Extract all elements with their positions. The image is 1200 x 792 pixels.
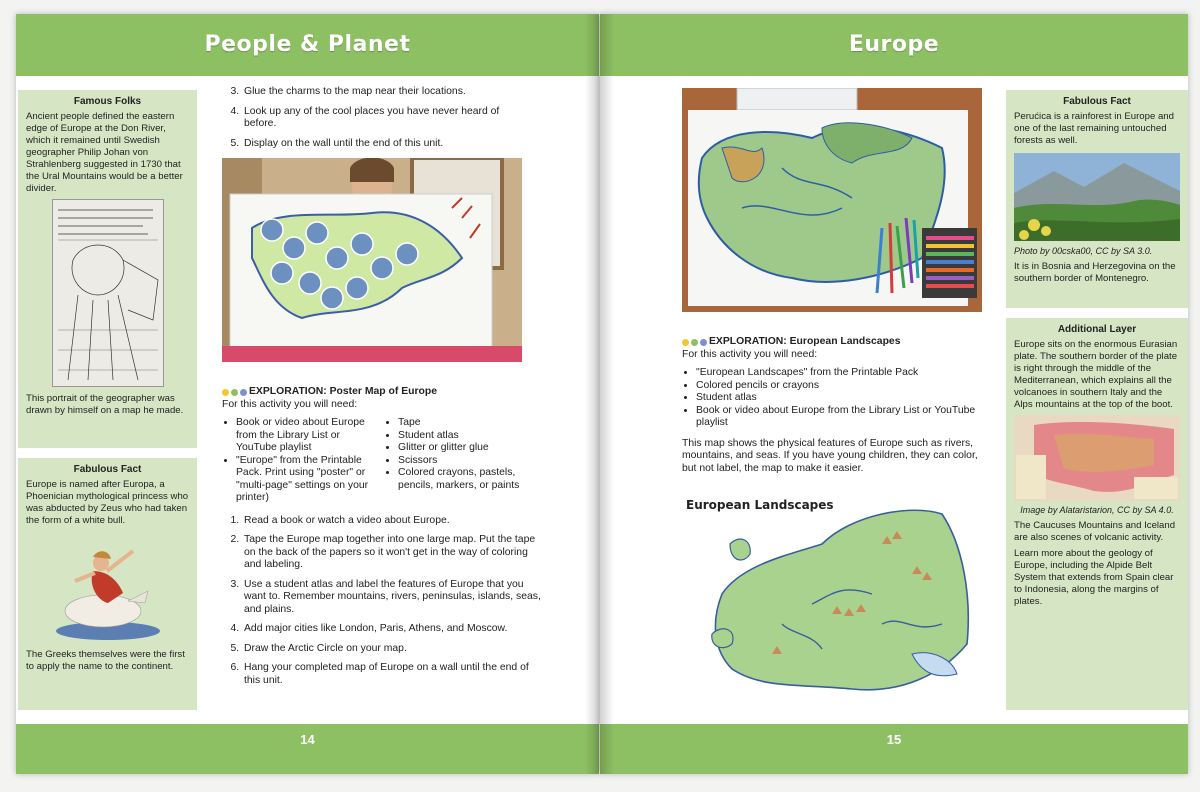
additional-layer-heading: Additional Layer — [1057, 324, 1137, 335]
step-item: 2. Tape the Europe map together into one large map. Put the tape on the back of the papers so it won't get in the way of coloring and labeling. — [242, 534, 547, 572]
left-page-number: 14 — [300, 732, 315, 747]
step-item: 4. Add major cities like London, Paris, Athens, and Moscow. — [242, 623, 547, 636]
top-steps-block — [222, 86, 532, 157]
poster-photo-illustration — [222, 158, 522, 362]
poster-exploration-heading — [222, 386, 542, 399]
yellow-dot-icon — [682, 339, 689, 346]
right-footer-band — [600, 724, 1188, 774]
left-footer-band — [16, 724, 599, 774]
step-item: 6. Hang your completed map of Europe on a wall until the end of this unit. — [242, 662, 547, 687]
step-item: 3. Use a student atlas and label the features of Europe that you want to. Remember mountains, rivers, peninsulas, islands, seas, and plains. — [242, 579, 547, 617]
supply-item: • Tape — [398, 417, 542, 430]
europa-bull-illustration — [53, 531, 163, 641]
right-fact-caption: Photo by 00cska00, CC by SA 3.0. — [1014, 246, 1153, 256]
blue-dot-icon — [700, 339, 707, 346]
right-page-number: 15 — [886, 732, 902, 747]
landscapes-exploration-title: EXPLORATION: European Landscapes — [709, 336, 901, 347]
supply-item: • Scissors — [398, 455, 542, 468]
plate-map-illustration — [1014, 415, 1180, 501]
right-fabulous-fact-sidebar — [1006, 90, 1188, 308]
poster-exploration-title: EXPLORATION: Poster Map of Europe — [249, 386, 438, 397]
poster-supplies-col1 — [222, 417, 378, 505]
famous-folks-caption: This portrait of the geographer was drawn by himself on a map he made. — [26, 393, 184, 416]
additional-layer-text2: The Caucuses Mountains and Iceland are also scenes of volcanic activity. — [1014, 520, 1176, 543]
additional-layer-text: Europe sits on the enormous Eurasian plate. The southern border of the plate is right through the middle of the Mediterranean, which explains all the volcanoes in southern Italy and the Alps mountains at the top of the boot. — [1014, 339, 1178, 410]
map-photo-illustration — [682, 88, 982, 312]
poster-map-photo — [222, 158, 522, 362]
landscapes-exploration — [682, 336, 982, 481]
step-item: 5. Draw the Arctic Circle on your map. — [242, 643, 547, 656]
supply-item: • "Europe" from the Printable Pack. Print using "poster" or "multi-page" settings on your printer) — [236, 455, 378, 505]
left-page — [16, 14, 599, 774]
supply-item: • Colored crayons, pastels, pencils, markers, or paints — [398, 467, 542, 492]
europa-illustration — [53, 531, 163, 641]
landscapes-supplies — [682, 367, 982, 430]
green-dot-icon — [231, 389, 238, 396]
additional-layer-sidebar — [1006, 318, 1188, 710]
green-dot-icon — [691, 339, 698, 346]
additional-layer-caption: Image by Alataristarion, CC by SA 4.0. — [1020, 505, 1174, 515]
left-page-title: People & Planet — [204, 32, 411, 57]
right-header-band — [600, 14, 1188, 76]
right-fact-text2: It is in Bosnia and Herzegovina on the southern border of Montenegro. — [1014, 261, 1176, 284]
left-fact-text: Europe is named after Europa, a Phoenician mythological princess who was abducted by Zeus who had taken the form of a white bull. — [26, 479, 189, 526]
poster-exploration-intro: For this activity you will need: — [222, 398, 358, 410]
famous-folks-text: Ancient people defined the eastern edge of Europe at the Don River, which it remained until Swedish geographer Philip Johan von Strahlenberg suggested in 1730 that the Ural Mountains would be a better divider. — [26, 111, 183, 194]
forest-photo-illustration — [1014, 153, 1180, 241]
additional-layer-text3: Learn more about the geology of Europe, including the Alpide Belt System that extends from Spain clear to Indonesia, along the margins of plates. — [1014, 548, 1174, 607]
geographer-portrait — [52, 199, 164, 387]
europe-map-photo — [682, 88, 982, 312]
top-steps-list — [222, 86, 532, 150]
left-fact-heading: Fabulous Fact — [73, 464, 142, 475]
poster-steps-list — [222, 515, 547, 688]
blue-dot-icon — [240, 389, 247, 396]
left-fabulous-fact-sidebar — [18, 458, 197, 710]
yellow-dot-icon — [222, 389, 229, 396]
landscapes-description: This map shows the physical features of Europe such as rivers, mountains, and seas. If you have young children, they can color, but not label, the map to make it easier. — [682, 437, 978, 474]
supply-item: • Student atlas — [398, 430, 542, 443]
supply-item: • Colored pencils or crayons — [696, 380, 982, 393]
step-item: 3. Glue the charms to the map near their locations. — [242, 86, 532, 99]
right-fact-text: Perućica is a rainforest in Europe and one of the last remaining untouched forests as well. — [1014, 111, 1174, 146]
landscapes-exploration-heading — [682, 336, 982, 349]
supply-item: • Student atlas — [696, 392, 982, 405]
map-title: European Landscapes — [686, 498, 834, 512]
european-landscapes-map — [682, 484, 982, 704]
famous-folks-heading: Famous Folks — [73, 96, 142, 107]
left-header-band — [16, 14, 599, 76]
engraving-illustration — [53, 200, 163, 386]
right-page — [600, 14, 1188, 774]
step-item: 1. Read a book or watch a video about Europe. — [242, 515, 547, 528]
landscapes-map-illustration — [682, 484, 982, 704]
forest-photo — [1014, 153, 1180, 241]
supply-item: • Book or video about Europe from the Library List or YouTube playlist — [696, 405, 982, 430]
supply-item: • Book or video about Europe from the Library List or YouTube playlist — [236, 417, 378, 455]
step-item: 4. Look up any of the cool places you have never heard of before. — [242, 106, 532, 131]
supply-item: • Glitter or glitter glue — [398, 442, 542, 455]
poster-supplies-col2 — [384, 417, 542, 505]
right-fact-heading: Fabulous Fact — [1063, 96, 1131, 107]
poster-map-exploration — [222, 386, 542, 694]
right-page-title: Europe — [848, 32, 940, 57]
landscapes-exploration-intro: For this activity you will need: — [682, 348, 818, 360]
step-item: 5. Display on the wall until the end of this unit. — [242, 138, 532, 151]
supply-item: • "European Landscapes" from the Printable Pack — [696, 367, 982, 380]
famous-folks-sidebar — [18, 90, 197, 448]
poster-supplies — [222, 417, 542, 505]
left-fact-caption: The Greeks themselves were the first to apply the name to the continent. — [26, 649, 185, 672]
eurasian-plate-map — [1014, 415, 1180, 501]
